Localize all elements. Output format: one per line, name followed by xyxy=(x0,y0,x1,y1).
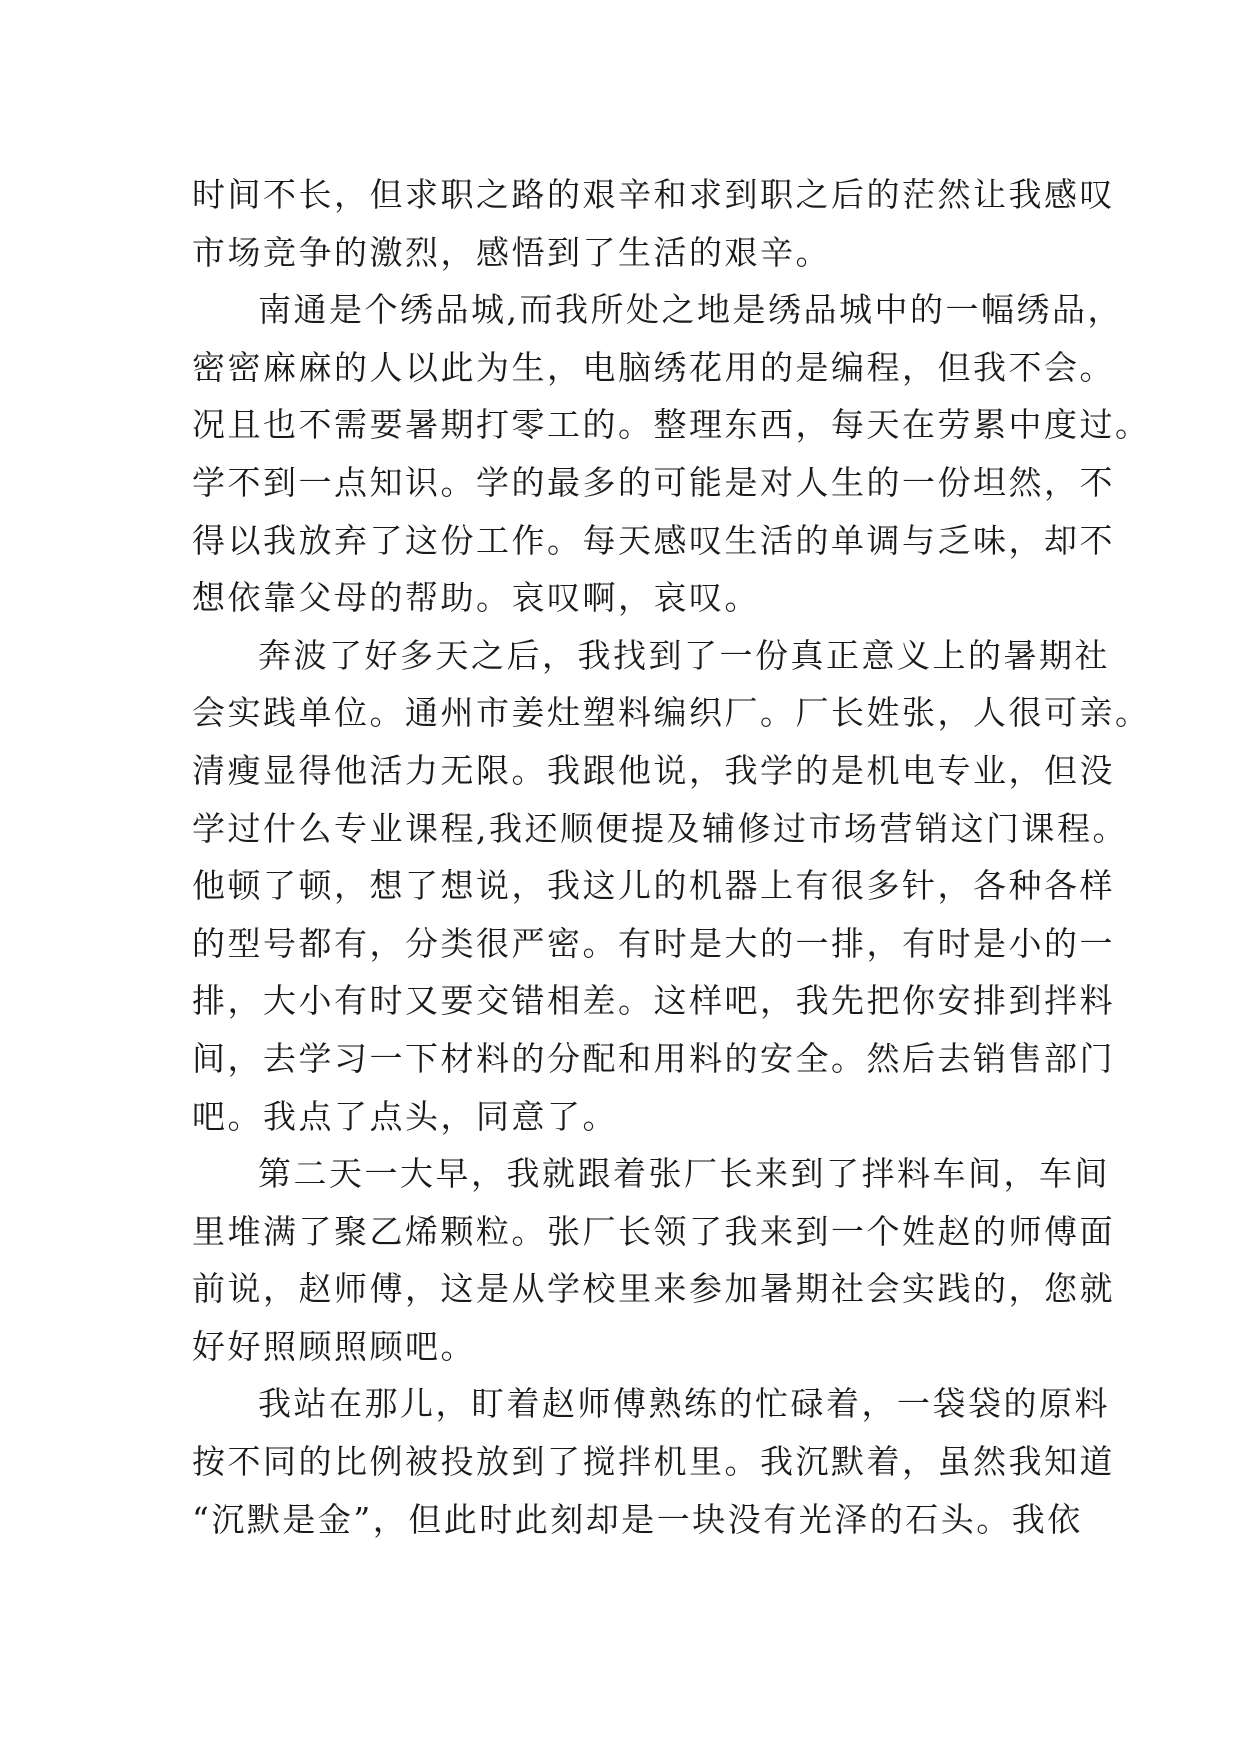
text-line: 市场竞争的激烈，感悟到了生活的艰辛。 xyxy=(192,232,831,272)
text-line: 的型号都有，分类很严密。有时是大的一排，有时是小的一 xyxy=(192,923,1115,963)
text-line: 学不到一点知识。学的最多的可能是对人生的一份坦然，不 xyxy=(192,462,1115,502)
text-line: 间，去学习一下材料的分配和用料的安全。然后去销售部门 xyxy=(192,1038,1115,1078)
text-line: 吧。我点了点头，同意了。 xyxy=(192,1096,618,1136)
text-line: 清瘦显得他活力无限。我跟他说，我学的是机电专业，但没 xyxy=(192,750,1115,790)
text-line: 第二天一大早，我就跟着张厂长来到了拌料车间，车间 xyxy=(258,1154,1110,1194)
text-line: 密密麻麻的人以此为生，电脑绣花用的是编程，但我不会。 xyxy=(192,347,1115,387)
text-line: 想依靠父母的帮助。哀叹啊，哀叹。 xyxy=(192,578,760,618)
text-line: 好好照顾照顾吧。 xyxy=(192,1326,476,1366)
text-line: 南通是个绣品城,而我所处之地是绣品城中的一幅绣品， xyxy=(258,290,1123,330)
text-line: 我站在那儿，盯着赵师傅熟练的忙碌着，一袋袋的原料 xyxy=(258,1384,1110,1424)
text-line: 学过什么专业课程,我还顺便提及辅修过市场营销这门课程。 xyxy=(192,808,1128,848)
text-line: 按不同的比例被投放到了搅拌机里。我沉默着，虽然我知道 xyxy=(192,1442,1115,1482)
text-line: 前说，赵师傅，这是从学校里来参加暑期社会实践的，您就 xyxy=(192,1269,1115,1309)
text-line: 会实践单位。通州市姜灶塑料编织厂。厂长姓张，人很可亲。 xyxy=(192,693,1151,733)
text-line: “沉默是金”，但此时此刻却是一块没有光泽的石头。我依 xyxy=(192,1499,1083,1539)
text-line: 他顿了顿，想了想说，我这儿的机器上有很多针，各种各样 xyxy=(192,866,1115,906)
text-line: 排，大小有时又要交错相差。这样吧，我先把你安排到拌料 xyxy=(192,981,1115,1021)
text-line: 里堆满了聚乙烯颗粒。张厂长领了我来到一个姓赵的师傅面 xyxy=(192,1211,1115,1251)
text-line: 得以我放弃了这份工作。每天感叹生活的单调与乏味，却不 xyxy=(192,520,1115,560)
text-line: 时间不长，但求职之路的艰辛和求到职之后的茫然让我感叹 xyxy=(192,175,1115,214)
document-body xyxy=(192,166,1151,1548)
text-line: 况且也不需要暑期打零工的。整理东西，每天在劳累中度过。 xyxy=(192,405,1151,445)
text-line: 奔波了好多天之后，我找到了一份真正意义上的暑期社 xyxy=(258,635,1110,675)
